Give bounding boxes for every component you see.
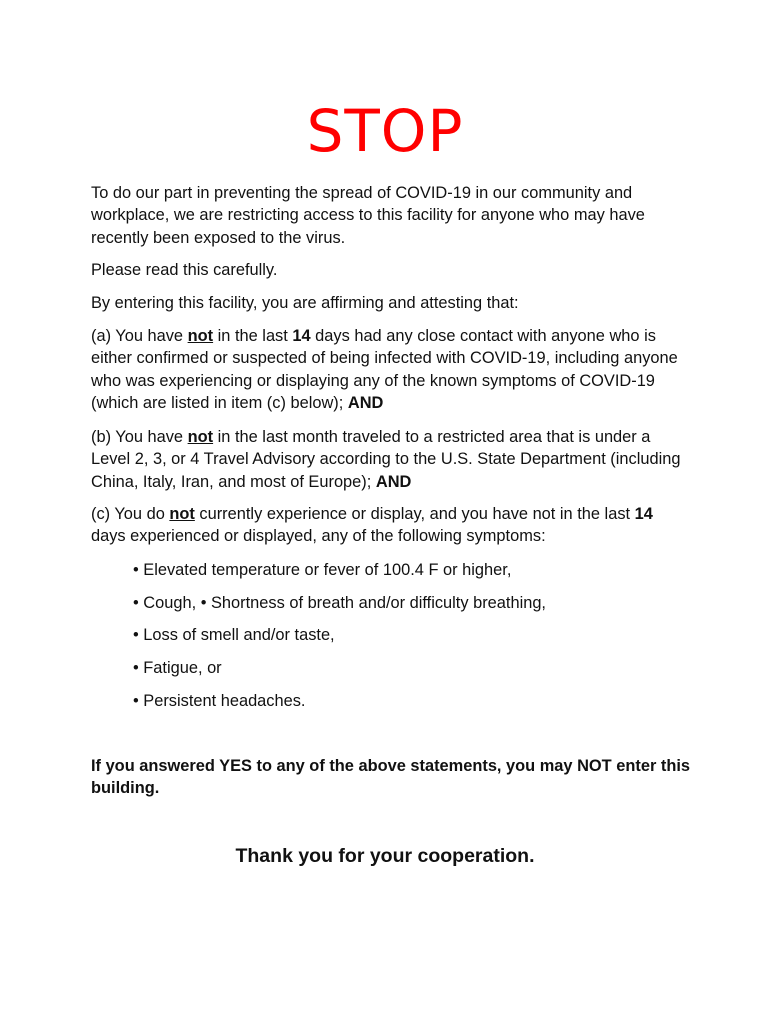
symptom-item: • Fatigue, or (133, 659, 222, 678)
item-b-and: AND (375, 472, 412, 491)
item-b-not: not (187, 428, 214, 446)
item-c-paragraph (91, 503, 691, 548)
item-a-mid: in the last (213, 327, 293, 345)
item-c-prefix: (c) You do (91, 505, 170, 523)
item-a-rest: days had any close contact with anyone who is either confirmed or suspected of being infected with COVID-19, including anyone who was experiencing or displaying any of the known symptoms of COVID-19 (which are listed in item (c) below); (91, 327, 678, 413)
item-b-rest: in the last month traveled to a restricted area that is under a Level 2, 3, or 4 Travel Advisory according to the U.S. State Department (including China, Italy, Iran, and most of Europe); (91, 428, 681, 491)
symptom-item: • Loss of smell and/or taste, (133, 626, 335, 645)
item-a-prefix: (a) You have (91, 327, 188, 345)
item-b-paragraph (91, 426, 691, 493)
item-c-days: 14 (634, 505, 653, 523)
symptom-item: • Cough, • Shortness of breath and/or difficulty breathing, (133, 593, 546, 612)
warning-paragraph: If you answered YES to any of the above statements, you may NOT enter this building. (91, 757, 691, 798)
symptom-item: • Persistent headaches. (133, 691, 306, 710)
affirming-paragraph: By entering this facility, you are affirming and attesting that: (91, 294, 519, 312)
item-c-mid: currently experience or display, and you have not in the last (194, 505, 635, 523)
item-c-not: not (169, 505, 195, 523)
intro-paragraph: To do our part in preventing the spread of COVID-19 in our community and workplace, we are restricting access to this facility for anyone who may have recently been exposed to the virus. (91, 184, 645, 247)
symptom-item: • Elevated temperature or fever of 100.4 F or higher, (133, 561, 512, 579)
item-a-not: not (187, 327, 214, 345)
symptom-list (133, 559, 546, 722)
item-a-days: 14 (292, 327, 311, 345)
item-a-and: AND (347, 394, 384, 413)
item-b-prefix: (b) You have (91, 428, 188, 446)
page-title: STOP (306, 97, 464, 165)
item-a-paragraph (91, 325, 691, 415)
thanks-line: Thank you for your cooperation. (235, 845, 535, 867)
please-read-paragraph: Please read this carefully. (91, 261, 278, 279)
item-c-rest: days experienced or displayed, any of the following symptoms: (91, 527, 546, 546)
